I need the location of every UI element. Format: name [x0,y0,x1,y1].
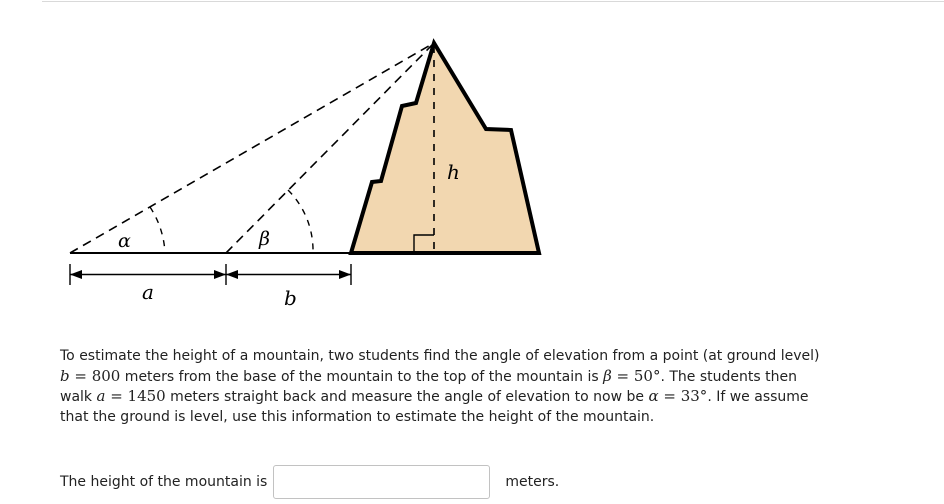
label-a: a [142,280,154,304]
label-b: b [284,286,297,310]
equals-sign: = [611,366,634,385]
problem-text-4: meters straight back and measure the angle of elevation to now be [165,389,649,406]
label-beta: β [259,228,270,250]
value-a: 1450 [127,387,166,406]
problem-statement [60,347,820,427]
value-beta: 50° [633,366,661,385]
height-answer-input[interactable] [273,465,490,499]
arrowhead [70,270,82,279]
var-b: b [60,366,70,385]
var-beta: β [603,366,612,385]
equals-sign: = [105,387,128,406]
problem-text-2: meters from the base of the mountain to the top of the mountain is [120,368,604,385]
arrowhead [214,270,226,279]
value-b: 800 [91,366,121,385]
mountain-shape [351,43,539,253]
problem-text-3: . The students then walk [60,368,797,406]
equals-sign: = [69,366,92,385]
answer-prefix: The height of the mountain is [60,474,268,490]
angle-arc-alpha [150,207,165,253]
label-h: h [447,160,460,184]
arrowhead [339,270,351,279]
problem-intro: To estimate the height of a mountain, two students find the angle of elevation from a point (at ground level) [60,348,820,364]
var-alpha: α [648,387,659,406]
value-alpha: 33° [680,387,708,406]
problem-text-5: . If we assume that the ground is level, use this information to estimate the height of the mountain. [60,389,809,425]
arrowhead [226,270,238,279]
var-a: a [96,387,106,406]
label-alpha: α [118,230,131,252]
equals-sign: = [658,387,681,406]
angle-arc-beta [288,190,313,253]
answer-suffix: meters. [505,474,560,490]
answer-row [60,465,559,499]
